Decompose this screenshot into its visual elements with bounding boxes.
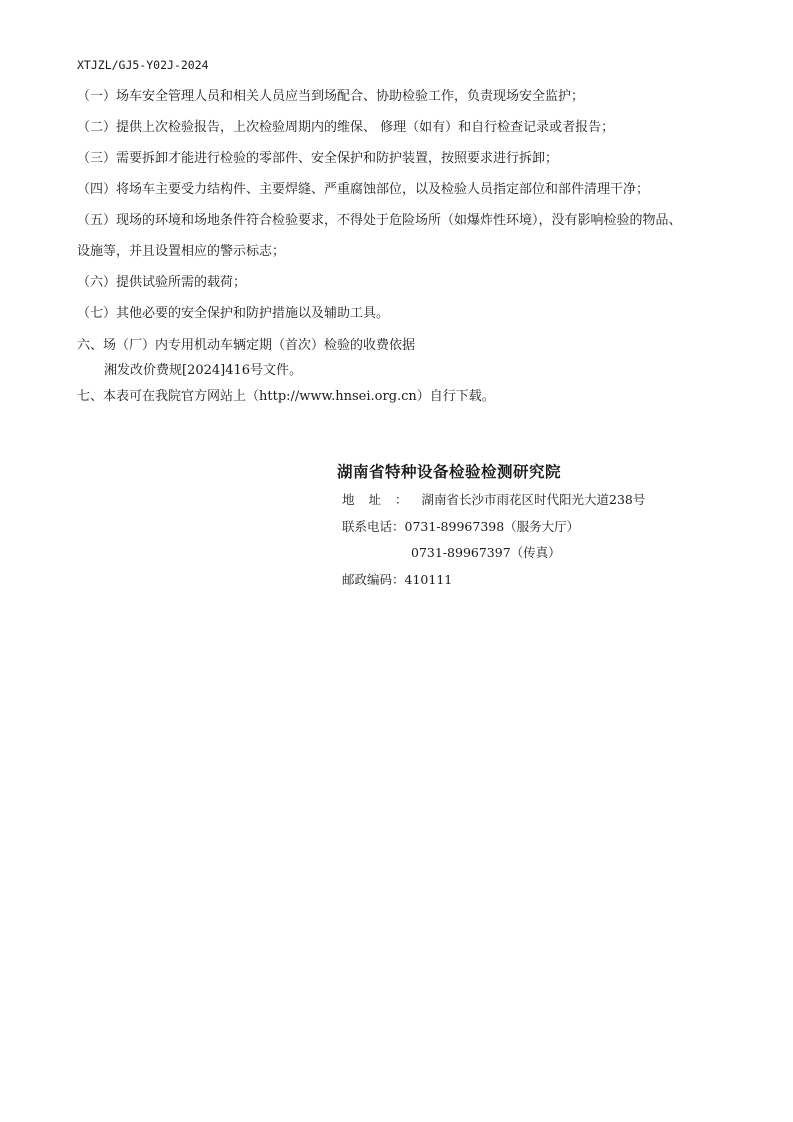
address-row (342, 490, 645, 508)
item-5-continued: 设施等，并且设置相应的警示标志； (77, 244, 286, 259)
item-6: （六）提供试验所需的载荷； (77, 275, 247, 290)
phone-row (342, 517, 579, 535)
item-3: （三）需要拆卸才能进行检验的零部件、安全保护和防护装置，按照要求进行拆卸； (77, 151, 559, 166)
phone-value-1: 0731-89967398（服务大厅） (404, 519, 580, 534)
address-value: 湖南省长沙市雨花区时代阳光大道238号 (421, 492, 646, 507)
document-code: XTJZL/GJ5-Y02J-2024 (77, 58, 209, 72)
section-six-body: 湘发改价费规[2024]416号文件。 (104, 363, 303, 378)
phone-value-2: 0731-89967397（传真） (411, 545, 561, 560)
phone-label: 联系电话： (342, 519, 405, 534)
item-4: （四）将场车主要受力结构件、主要焊缝、严重腐蚀部位，以及检验人员指定部位和部件清理干净； (77, 182, 650, 197)
postal-label: 邮政编码： (342, 572, 405, 587)
postal-row (342, 570, 452, 588)
institute-name: 湖南省特种设备检验检测研究院 (337, 462, 562, 481)
section-seven: 七、本表可在我院官方网站上（http://www.hnsei.org.cn）自行下载。 (77, 389, 495, 404)
item-1: （一）场车安全管理人员和相关人员应当到场配合、协助检验工作，负责现场安全监护； (77, 89, 585, 104)
section-six-title: 六、场（厂）内专用机动车辆定期（首次）检验的收费依据 (77, 338, 416, 353)
postal-value: 410111 (404, 572, 453, 587)
item-5: （五）现场的环境和场地条件符合检验要求，不得处于危险场所（如爆炸性环境），没有影响检验的物品、 (77, 213, 682, 228)
item-7: （七）其他必要的安全保护和防护措施以及辅助工具。 (77, 306, 390, 321)
item-2: （二）提供上次检验报告，上次检验周期内的维保、 修理（如有）和自行检查记录或者报告； (77, 120, 615, 135)
address-label: 地址： (342, 492, 422, 507)
